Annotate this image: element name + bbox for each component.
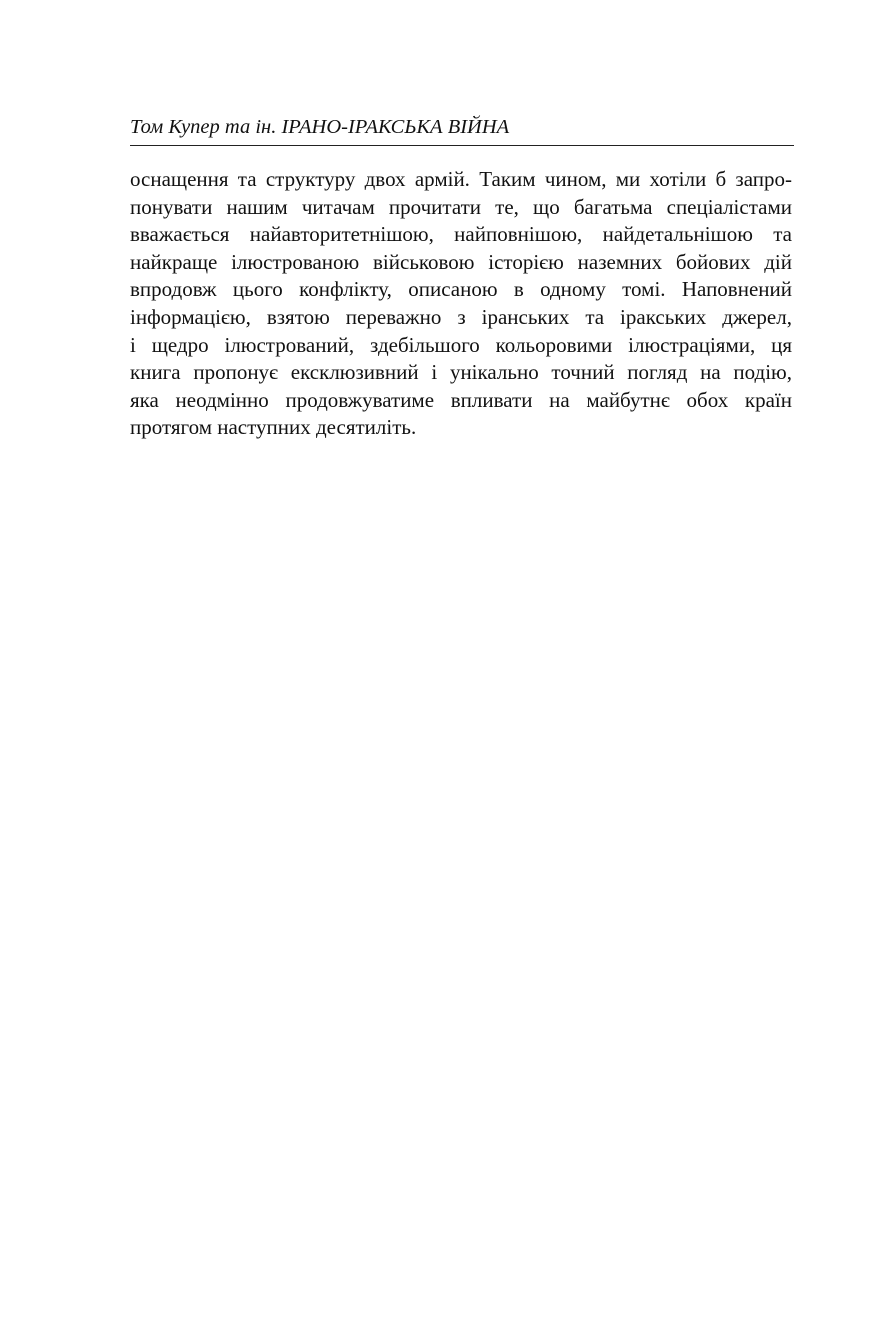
paragraph-line: книга пропонує ексклюзивний і унікально точний погляд на подію, [130, 360, 792, 385]
running-header [130, 112, 794, 146]
paragraph-line: оснащення та структуру двох армій. Таким чином, ми хотіли б запро- [130, 167, 792, 191]
paragraph-line: і щедро ілюстрований, здебільшого кольоровими ілюстраціями, ця [130, 332, 792, 357]
header-text [130, 116, 509, 139]
header-book-title: ІРАНО-ІРАКСЬКА ВІЙНА [281, 116, 510, 138]
paragraph-line: вважається найавторитетнішою, найповнішою, найдетальнішою та [130, 222, 792, 247]
paragraph-line: понувати нашим читачам прочитати те, що багатьма спеціалістами [130, 194, 792, 219]
paragraph-line: яка неодмінно продовжуватиме впливати на майбутнє обох країн [130, 387, 792, 412]
header-author: Том Купер та ін. [130, 116, 277, 138]
paragraph-line: впродовж цього конфлікту, описаною в одному томі. Наповнений [130, 277, 792, 302]
body-paragraph [130, 166, 792, 442]
paragraph-line: найкраще ілюстрованою військовою історією наземних бойових дій [130, 249, 792, 274]
paragraph-line: протягом наступних десятиліть. [130, 415, 417, 440]
paragraph-line: інформацією, взятою переважно з іранських та іракських джерел, [130, 304, 792, 329]
